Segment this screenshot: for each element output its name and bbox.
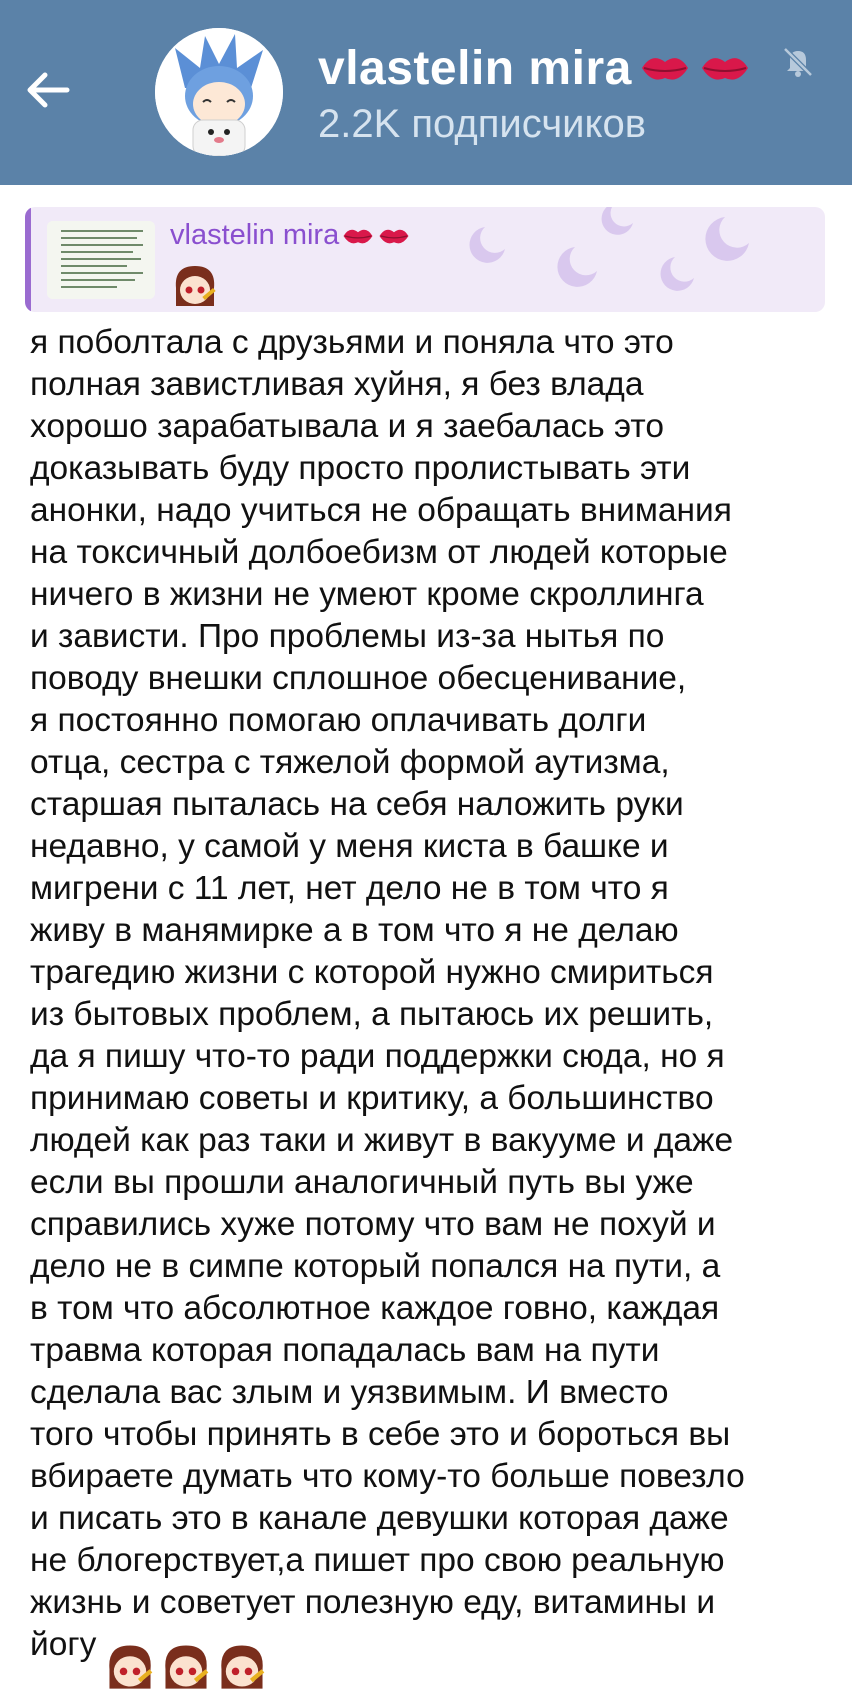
avatar-image [155, 28, 283, 156]
channel-name: vlastelin mira [318, 41, 632, 95]
kiss-lips-icon [698, 48, 752, 88]
anime-girl-emoji-icon [159, 1640, 213, 1692]
reply-sender [170, 219, 411, 252]
anime-girl-emoji-icon [170, 262, 220, 308]
kiss-lips-icon [341, 223, 375, 249]
reply-preview[interactable] [25, 207, 825, 312]
subscriber-count: 2.2K подписчиков [318, 102, 646, 146]
kiss-lips-icon [377, 223, 411, 249]
kiss-lips-icon [638, 48, 692, 88]
reply-thumbnail [47, 221, 155, 299]
anime-girl-emoji-icon [215, 1640, 269, 1692]
message-emoji-row [103, 1640, 269, 1692]
chat-header [0, 0, 852, 185]
reply-accent-bar [25, 207, 31, 312]
moon-pattern-background [425, 207, 825, 312]
anime-girl-emoji-icon [103, 1640, 157, 1692]
back-arrow-icon [23, 65, 73, 115]
reply-sender-name: vlastelin mira [170, 219, 340, 251]
muted-bell-icon[interactable] [778, 42, 818, 82]
channel-avatar[interactable] [155, 28, 283, 156]
message-text: я поболтала с друзьями и поняла что это полная завистливая хуйня, я без влада хорошо зарабатывала и я заебалась это доказывать буду просто пролистывать эти анонки, надо учиться не обращать внимания на токсичный долбоебизм от людей которые ничего в жизни не умеют кроме скроллинга и зависти. Про проблемы из-за нытья по поводу внешки сплошное обесценивание, я постоянно помогаю оплачивать долги отца, сестра с тяжелой формой аутизма, старшая пыталась на себя наложить руки недавно, у самой у меня киста в башке и мигрени с 11 лет, нет дело не в том что я живу в манямирке а в том что я не делаю трагедию жизни с которой нужно смириться из бытовых проблем, а пытаюсь их решить, да я пишу что-то ради поддержки сюда, но я принимаю советы и критику, а большинство людей как раз таки и живут в вакууме и даже если вы прошли аналогичный путь вы уже справились хуже потому что вам не похуй и дело не в симпе который попался на пути, а в том что абсолютное каждое говно, каждая травма которая попадалась вам на пути сделала вас злым и уязвимым. И вместо того чтобы принять в себе это и бороться вы вбираете думать что кому-то больше повезло и писать это в канале девушки которая даже не блогерствует,а пишет про свою реальную жизнь и советует полезную еду, витамины и йогу [30, 324, 745, 1663]
channel-title-row[interactable] [318, 36, 752, 100]
back-button[interactable] [18, 60, 78, 120]
